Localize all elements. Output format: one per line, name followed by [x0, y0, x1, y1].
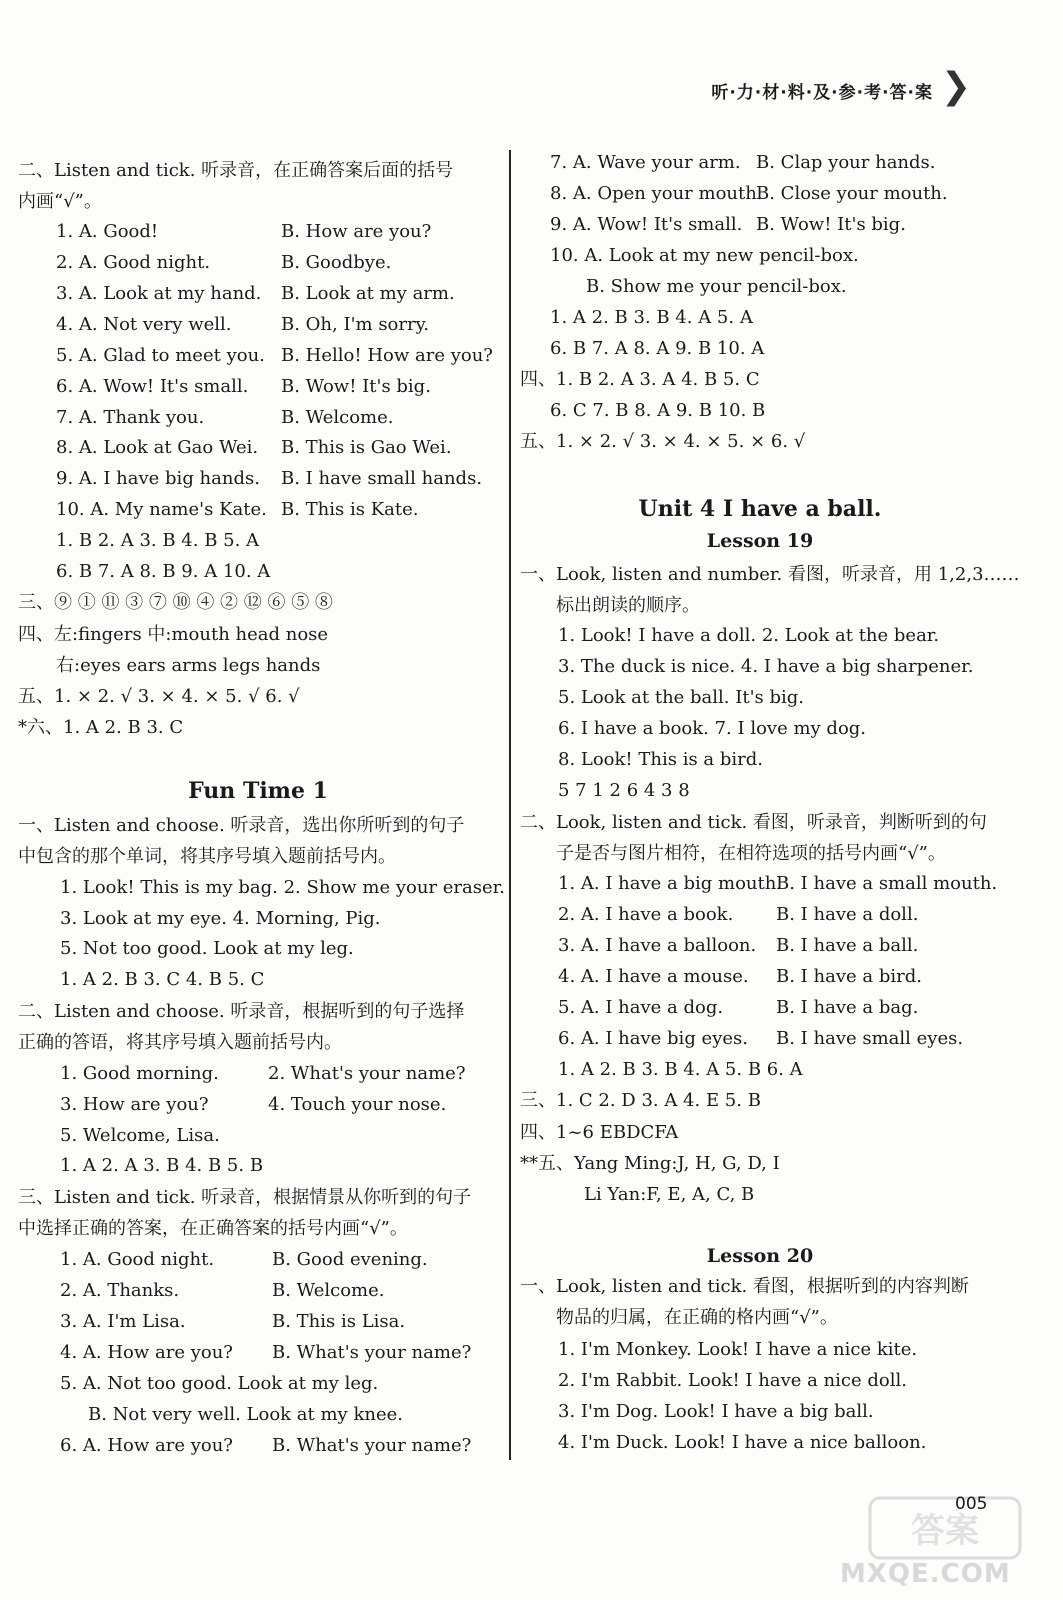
column-divider [509, 150, 511, 1460]
answer-line [60, 1435, 472, 1457]
answer-line [56, 655, 320, 677]
answer-line [18, 815, 464, 837]
answer-option-b: B. Clap your hands. [756, 152, 936, 173]
answer-line [558, 1432, 926, 1454]
answer-line [56, 530, 259, 552]
answer-option-b: B. Look at my arm. [281, 283, 455, 304]
answer-text: 二、Look, listen and tick. 看图，听录音，判断听到的句 [520, 812, 987, 833]
answer-text: 五、1. × 2. √ 3. × 4. × 5. √ 6. √ [18, 686, 300, 707]
answer-text: 3. A. Look at my hand. [56, 283, 262, 304]
answer-text: 4. A. How are you? [60, 1342, 233, 1363]
answer-line [18, 1218, 408, 1240]
answer-text: 6. C 7. B 8. A 9. B 10. B [550, 400, 766, 421]
answer-text: 5. Not too good. Look at my leg. [60, 938, 354, 959]
answer-line [18, 1187, 471, 1209]
answer-text: 一、Look, listen and number. 看图，听录音，用 1,2,3…… [520, 564, 1020, 585]
answer-line [56, 314, 430, 336]
answer-line [558, 1339, 917, 1361]
watermark-text: MXQE.COM [840, 1559, 1011, 1589]
answer-option-b: B. What's your name? [272, 1435, 472, 1456]
answer-line [520, 1090, 761, 1112]
answer-text: 1. A. I have a big mouth. [558, 873, 783, 894]
answer-text: 内画“√”。 [18, 191, 102, 212]
answer-text: 3. A. I'm Lisa. [60, 1311, 186, 1332]
answer-option-b: B. This is Gao Wei. [281, 437, 452, 458]
answer-text: 三、1. C 2. D 3. A 4. E 5. B [520, 1090, 761, 1111]
answer-option-b: B. Close your mouth. [756, 183, 948, 204]
answer-line [60, 1280, 385, 1302]
answer-line [60, 1094, 447, 1116]
answer-line [558, 656, 973, 678]
answer-text: 1. A 2. B 3. C 4. B 5. C [60, 969, 265, 990]
lesson-heading: Lesson 20 [706, 1245, 814, 1267]
answer-text: 1. A. Good night. [60, 1249, 215, 1270]
answer-line [56, 345, 493, 367]
answer-text: 5. A. Not too good. Look at my leg. [60, 1373, 379, 1394]
answer-text: 7. A. Wave your arm. [550, 152, 741, 173]
answer-line [88, 1404, 403, 1426]
answer-text: 中包含的那个单词，将其序号填入题前括号内。 [18, 846, 396, 867]
answer-line [558, 904, 919, 926]
answer-line [60, 1373, 378, 1395]
answer-text: 2. A. I have a book. [558, 904, 734, 925]
answer-text: 四、左:fingers 中:mouth head nose [18, 624, 329, 645]
answer-text: 子是否与图片相符，在相符选项的括号内画“√”。 [556, 843, 946, 864]
answer-option-b: B. Oh, I'm sorry. [281, 314, 430, 335]
answer-line [550, 400, 765, 422]
answer-text: 10. A. Look at my new pencil-box. [550, 245, 859, 266]
answer-text: 3. A. I have a balloon. [558, 935, 757, 956]
answer-option-b: B. I have a small mouth. [776, 873, 998, 894]
section-heading: Unit 4 I have a ball. [638, 496, 882, 522]
answer-text: 5. Welcome, Lisa. [60, 1125, 220, 1146]
answer-option-b: B. What's your name? [272, 1342, 472, 1363]
answer-line [558, 1028, 964, 1050]
answer-line [558, 1370, 907, 1392]
answer-text: 6. A. How are you? [60, 1435, 233, 1456]
answer-text: 8. A. Open your mouth. [550, 183, 763, 204]
answer-line [56, 376, 431, 398]
answer-text: 5 7 1 2 6 4 3 8 [558, 780, 690, 801]
answer-text: 4. A. Not very well. [56, 314, 232, 335]
answer-line [558, 780, 690, 802]
answer-text: 8. Look! This is a bird. [558, 749, 763, 770]
answer-line [520, 564, 1020, 586]
svg-text:答案: 答案 [911, 1511, 979, 1551]
answer-line [60, 1155, 263, 1177]
answer-line [558, 718, 866, 740]
answer-line [558, 749, 763, 771]
answer-line [520, 812, 987, 834]
answer-text: 1. A. Good! [56, 221, 159, 242]
answer-line [18, 160, 453, 182]
answer-text: 2. A. Thanks. [60, 1280, 180, 1301]
answer-option-b: B. Good evening. [272, 1249, 428, 1270]
answer-text: 3. How are you? [60, 1094, 209, 1115]
answer-line [56, 468, 483, 490]
answer-line [586, 276, 847, 298]
answer-text: 1. A 2. A 3. B 4. B 5. B [60, 1155, 264, 1176]
answer-text: 6. B 7. A 8. B 9. A 10. A [56, 561, 271, 582]
answer-text: 五、1. × 2. √ 3. × 4. × 5. × 6. √ [520, 431, 806, 452]
answer-line [56, 283, 455, 305]
answer-text: 4. A. I have a mouse. [558, 966, 749, 987]
answer-line [550, 338, 764, 360]
answer-line [18, 592, 333, 614]
answer-line [60, 1063, 466, 1085]
answer-line [60, 908, 381, 930]
answer-text: 2. A. Good night. [56, 252, 211, 273]
answer-text: 1. Look! This is my bag. 2. Show me your eraser. [60, 877, 505, 898]
answer-text: *六、1. A 2. B 3. C [18, 717, 184, 738]
answer-line [550, 183, 948, 205]
answer-text: 5. A. I have a dog. [558, 997, 724, 1018]
answer-text: 6. A. Wow! It's small. [56, 376, 249, 397]
answer-text: 5. Look at the ball. It's big. [558, 687, 805, 708]
answer-text: 1. I'm Monkey. Look! I have a nice kite. [558, 1339, 918, 1360]
answer-line [550, 245, 859, 267]
answer-line [60, 1311, 406, 1333]
answer-line [550, 214, 906, 236]
answer-line [56, 252, 392, 274]
answer-option-b: B. I have small hands. [281, 468, 483, 489]
answer-text: Li Yan:F, E, A, C, B [584, 1184, 755, 1205]
answer-line [520, 1276, 969, 1298]
answer-option-b: B. Welcome. [281, 407, 394, 428]
page-header-title: 听·力·材·料·及·参·考·答·案 [711, 83, 933, 103]
answer-option-b: B. Wow! It's big. [281, 376, 431, 397]
answer-line [558, 997, 919, 1019]
answer-text: 4. I'm Duck. Look! I have a nice balloon. [558, 1432, 927, 1453]
answer-line [56, 561, 270, 583]
answer-option-b: 2. What's your name? [268, 1063, 466, 1084]
answer-line [60, 969, 264, 991]
answer-text: 右:eyes ears arms legs hands [56, 655, 321, 676]
answer-text: 2. I'm Rabbit. Look! I have a nice doll. [558, 1370, 907, 1391]
answer-text: 1. B 2. A 3. B 4. B 5. A [56, 530, 260, 551]
answer-option-b: B. Hello! How are you? [281, 345, 493, 366]
answer-option-b: B. Wow! It's big. [756, 214, 906, 235]
answer-option-b: 4. Touch your nose. [268, 1094, 447, 1115]
answer-text: 一、Listen and choose. 听录音，选出你所听到的句子 [18, 815, 465, 836]
answer-text: 3. The duck is nice. 4. I have a big sharpener. [558, 656, 974, 677]
answer-option-b: B. I have a bag. [776, 997, 919, 1018]
answer-line [60, 1125, 220, 1147]
answer-text: 1. Look! I have a doll. 2. Look at the bear. [558, 625, 940, 646]
answer-text: 6. I have a book. 7. I love my dog. [558, 718, 867, 739]
answer-line [520, 1153, 780, 1175]
answer-line [60, 1342, 472, 1364]
answer-line [18, 1032, 342, 1054]
answer-text: B. Show me your pencil-box. [586, 276, 847, 297]
answer-line [558, 687, 804, 709]
answer-text: 6. A. I have big eyes. [558, 1028, 748, 1049]
answer-option-b: B. I have a ball. [776, 935, 919, 956]
answer-line [556, 1307, 838, 1329]
answer-text: 7. A. Thank you. [56, 407, 205, 428]
answer-text: 9. A. Wow! It's small. [550, 214, 743, 235]
answer-option-b: B. I have a bird. [776, 966, 922, 987]
answer-line [520, 431, 805, 453]
answer-line [558, 966, 922, 988]
answer-line [558, 1059, 803, 1081]
answer-line [556, 843, 946, 865]
answer-line [520, 1122, 678, 1144]
answer-line [556, 595, 700, 617]
answer-line [18, 1001, 464, 1023]
answer-line [18, 624, 328, 646]
answer-line [558, 625, 939, 647]
answer-text: **五、Yang Ming:J, H, G, D, I [520, 1153, 780, 1174]
answer-line [56, 499, 419, 521]
answer-line [558, 1401, 874, 1423]
answer-text: 正确的答语，将其序号填入题前括号内。 [18, 1032, 342, 1053]
lesson-heading: Lesson 19 [706, 530, 814, 552]
answer-option-b: B. Welcome. [272, 1280, 385, 1301]
answer-line [550, 307, 753, 329]
answer-line [18, 191, 102, 213]
answer-text: 四、1. B 2. A 3. A 4. B 5. C [520, 369, 760, 390]
answer-text: 3. I'm Dog. Look! I have a big ball. [558, 1401, 874, 1422]
answer-text: 8. A. Look at Gao Wei. [56, 437, 259, 458]
answer-text: 二、Listen and choose. 听录音，根据听到的句子选择 [18, 1001, 465, 1022]
answer-line [56, 221, 432, 243]
answer-option-b: B. I have small eyes. [776, 1028, 964, 1049]
watermark-logo [840, 1490, 1055, 1595]
answer-line [18, 846, 396, 868]
answer-line [56, 407, 394, 429]
answer-text: 标出朗读的顺序。 [556, 595, 700, 616]
answer-text: 6. B 7. A 8. A 9. B 10. A [550, 338, 765, 359]
answer-text: 1. A 2. B 3. B 4. A 5. A [550, 307, 753, 328]
answer-text: 1. Good morning. [60, 1063, 219, 1084]
answer-text: 5. A. Glad to meet you. [56, 345, 265, 366]
section-heading: Fun Time 1 [188, 778, 328, 804]
answer-text: 9. A. I have big hands. [56, 468, 260, 489]
answer-text: 3. Look at my eye. 4. Morning, Pig. [60, 908, 381, 929]
answer-option-b: B. This is Kate. [281, 499, 419, 520]
answer-line [60, 877, 505, 899]
answer-line [520, 369, 760, 391]
answer-text: 1. A 2. B 3. B 4. A 5. B 6. A [558, 1059, 803, 1080]
chevron-right-icon: ❯ [940, 66, 971, 107]
answer-text: B. Not very well. Look at my knee. [88, 1404, 403, 1425]
answer-text: 四、1~6 EBDCFA [520, 1122, 679, 1143]
answer-line [18, 717, 183, 739]
answer-option-b: B. I have a doll. [776, 904, 919, 925]
answer-line [558, 873, 998, 895]
answer-option-b: B. Goodbye. [281, 252, 392, 273]
answer-option-b: B. This is Lisa. [272, 1311, 406, 1332]
answer-text: 物品的归属，在正确的格内画“√”。 [556, 1307, 838, 1328]
answer-line [18, 686, 300, 708]
answer-line [60, 938, 354, 960]
answer-text: 三、⑨ ① ⑪ ③ ⑦ ⑩ ④ ② ⑫ ⑥ ⑤ ⑧ [18, 592, 333, 613]
answer-line [56, 437, 452, 459]
answer-line [550, 152, 936, 174]
answer-text: 二、Listen and tick. 听录音，在正确答案后面的括号 [18, 160, 454, 181]
answer-text: 中选择正确的答案，在正确答案的括号内画“√”。 [18, 1218, 408, 1239]
answer-line [60, 1249, 428, 1271]
answer-option-b: B. How are you? [281, 221, 432, 242]
answer-text: 10. A. My name's Kate. [56, 499, 267, 520]
answer-line [558, 935, 919, 957]
answer-line [584, 1184, 754, 1206]
answer-text: 一、Look, listen and tick. 看图，根据听到的内容判断 [520, 1276, 969, 1297]
page-number: 005 [955, 1494, 988, 1514]
answer-text: 三、Listen and tick. 听录音，根据情景从你听到的句子 [18, 1187, 472, 1208]
